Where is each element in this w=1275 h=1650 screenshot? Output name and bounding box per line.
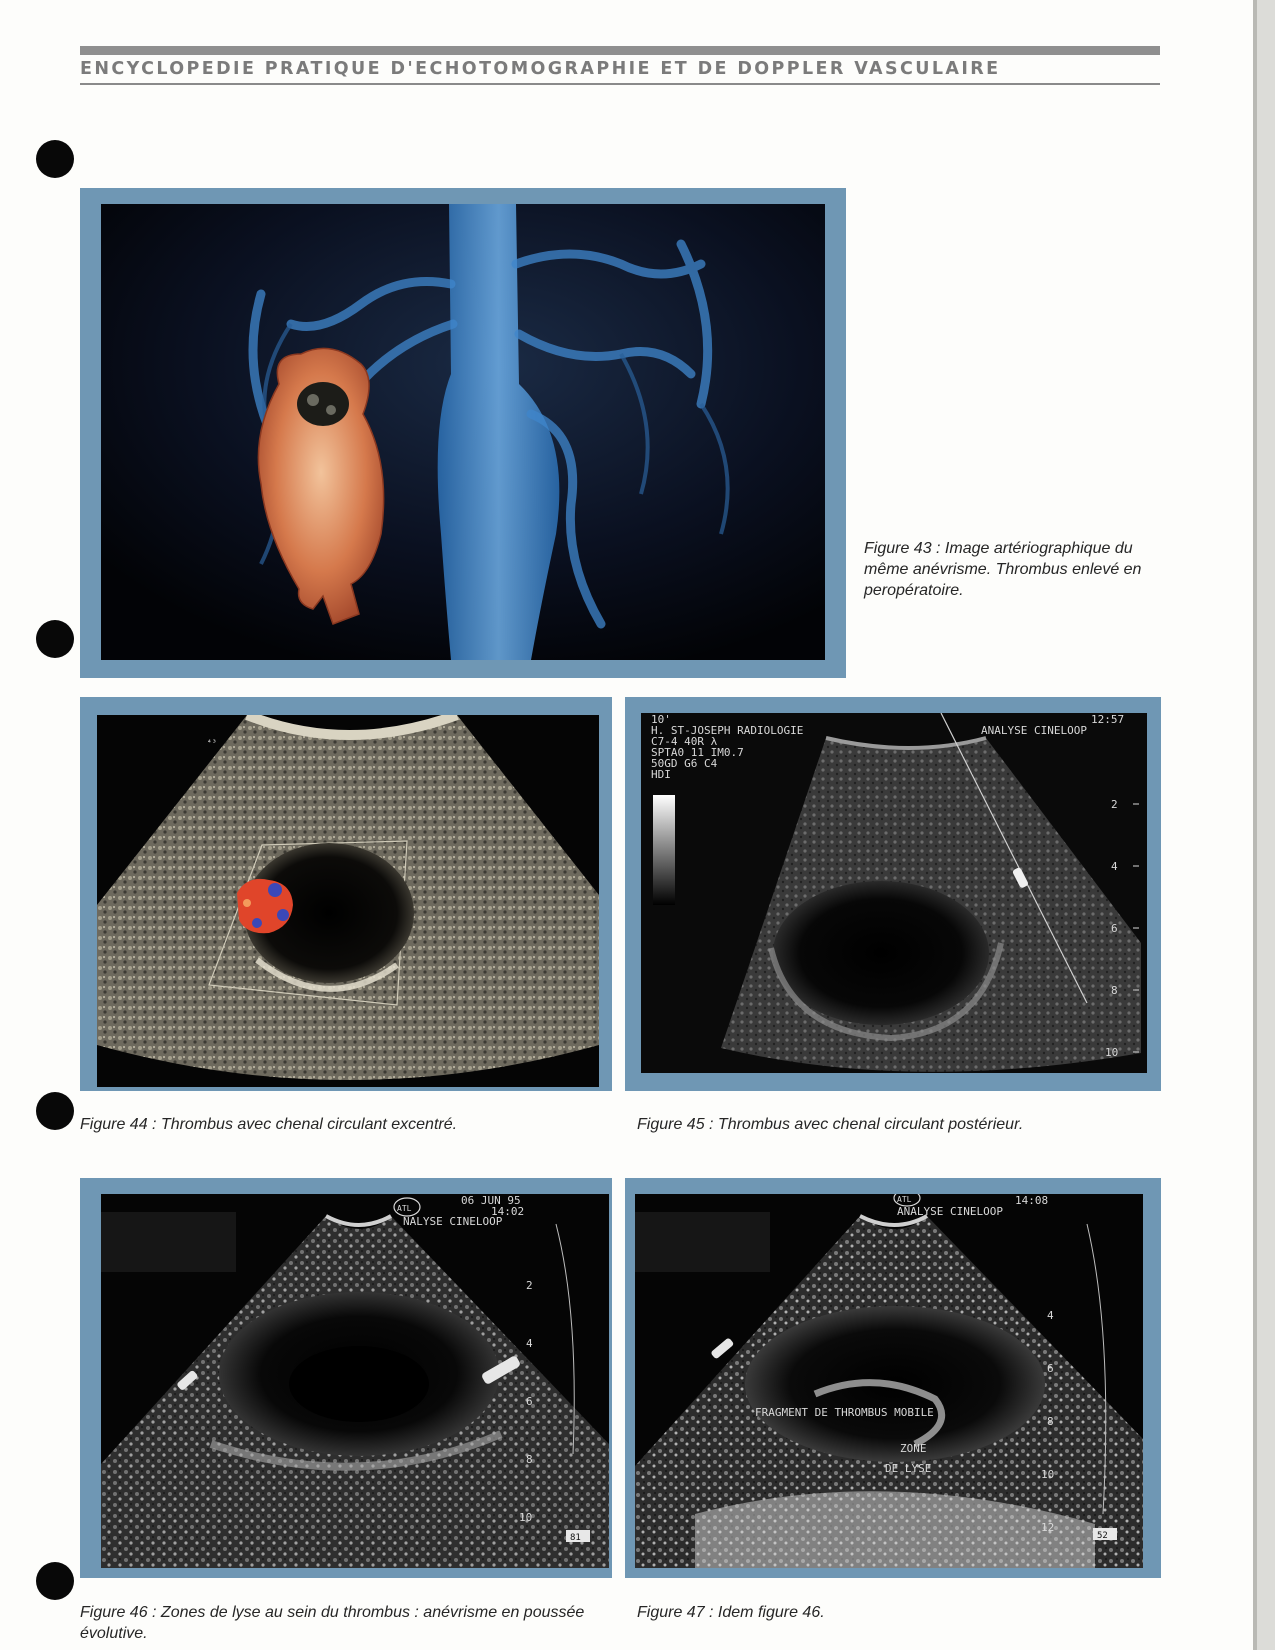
f46-mode: NALYSE CINELOOP (403, 1215, 503, 1228)
f47-annotation-fragment: FRAGMENT DE THROMBUS MOBILE (755, 1406, 934, 1419)
figure-45-frame (625, 697, 1161, 1091)
f45-depth-8: 8 (1111, 984, 1118, 997)
f45-time: 12:57 (1091, 713, 1125, 726)
page-edge-strip (1253, 0, 1275, 1650)
f46-depth-10: 10 (519, 1511, 533, 1524)
figure-46-image (101, 1194, 609, 1568)
f47-depth-8: 8 (1047, 1415, 1054, 1428)
running-header (80, 46, 1160, 85)
figure-46-caption: Figure 46 : Zones de lyse au sein du thrombus : anévrisme en poussée évolutive. (80, 1604, 585, 1642)
f47-depth-10: 10 (1041, 1468, 1055, 1481)
figure-43-caption: Figure 43 : Image artériographique du même anévrisme. Thrombus enlevé en peropératoire. (864, 540, 1142, 599)
f45-line2: H. ST-JOSEPH RADIOLOGIE (651, 724, 804, 737)
f47-frame: 52 (1097, 1531, 1108, 1541)
f45-line6: HDI (651, 768, 671, 781)
figure-46-frame (80, 1178, 612, 1578)
f46-date: 06 JUN 95 (461, 1194, 521, 1207)
f47-mode: ANALYSE CINELOOP (897, 1205, 1003, 1218)
f46-depth-6: 6 (526, 1395, 533, 1408)
f45-line5: 50GD G6 C4 (651, 757, 718, 770)
f47-logo: ATL (897, 1195, 912, 1204)
figure-44-image (97, 715, 599, 1087)
f47-annotation-zone: ZONE (900, 1442, 927, 1455)
f46-frame: 81 (570, 1533, 581, 1543)
f45-line1: 10' (651, 713, 671, 726)
f45-line4: SPTA0 11 IM0.7 (651, 746, 744, 759)
f45-line3: C7-4 40R λ (651, 735, 718, 748)
binder-hole (36, 620, 74, 658)
figure-47-frame (625, 1178, 1161, 1578)
f47-depth-4: 4 (1047, 1309, 1054, 1322)
f46-depth-2: 2 (526, 1279, 533, 1292)
f45-depth-4: 4 (1111, 860, 1118, 873)
f47-annotation-lyse: DE LYSE (885, 1462, 932, 1475)
f47-depth-6: 6 (1047, 1362, 1054, 1375)
header-title: ENCYCLOPEDIE PRATIQUE D'ECHOTOMOGRAPHIE ET DE DOPPLER VASCULAIRE (80, 59, 1001, 79)
binder-hole (36, 1092, 74, 1130)
figure-45-caption: Figure 45 : Thrombus avec chenal circulant postérieur. (637, 1116, 1024, 1133)
f46-depth-4: 4 (526, 1337, 533, 1350)
figure-43-image (101, 204, 825, 660)
f45-mode: ANALYSE CINELOOP (981, 724, 1087, 737)
figure-45-image (641, 713, 1147, 1073)
f47-depth-12: 12 (1041, 1521, 1055, 1534)
header-bar (80, 46, 1160, 55)
f46-depth-8: 8 (526, 1453, 533, 1466)
figure-43-frame (80, 188, 846, 678)
header-rule (80, 83, 1160, 85)
svg-text:⁴³: ⁴³ (207, 738, 217, 747)
figure-47-caption: Figure 47 : Idem figure 46. (637, 1604, 825, 1621)
f47-time: 14:08 (1015, 1194, 1049, 1207)
f46-logo: ATL (397, 1204, 412, 1213)
figure-44-caption: Figure 44 : Thrombus avec chenal circulant excentré. (80, 1116, 458, 1133)
binder-hole (36, 1562, 74, 1600)
binder-hole (36, 140, 74, 178)
figure-44-frame (80, 697, 612, 1091)
figure-47-image (635, 1194, 1143, 1568)
f45-depth-6: 6 (1111, 922, 1118, 935)
f45-depth-10: 10 (1105, 1046, 1119, 1059)
f45-depth-2: 2 (1111, 798, 1118, 811)
f46-time: 14:02 (491, 1205, 525, 1218)
